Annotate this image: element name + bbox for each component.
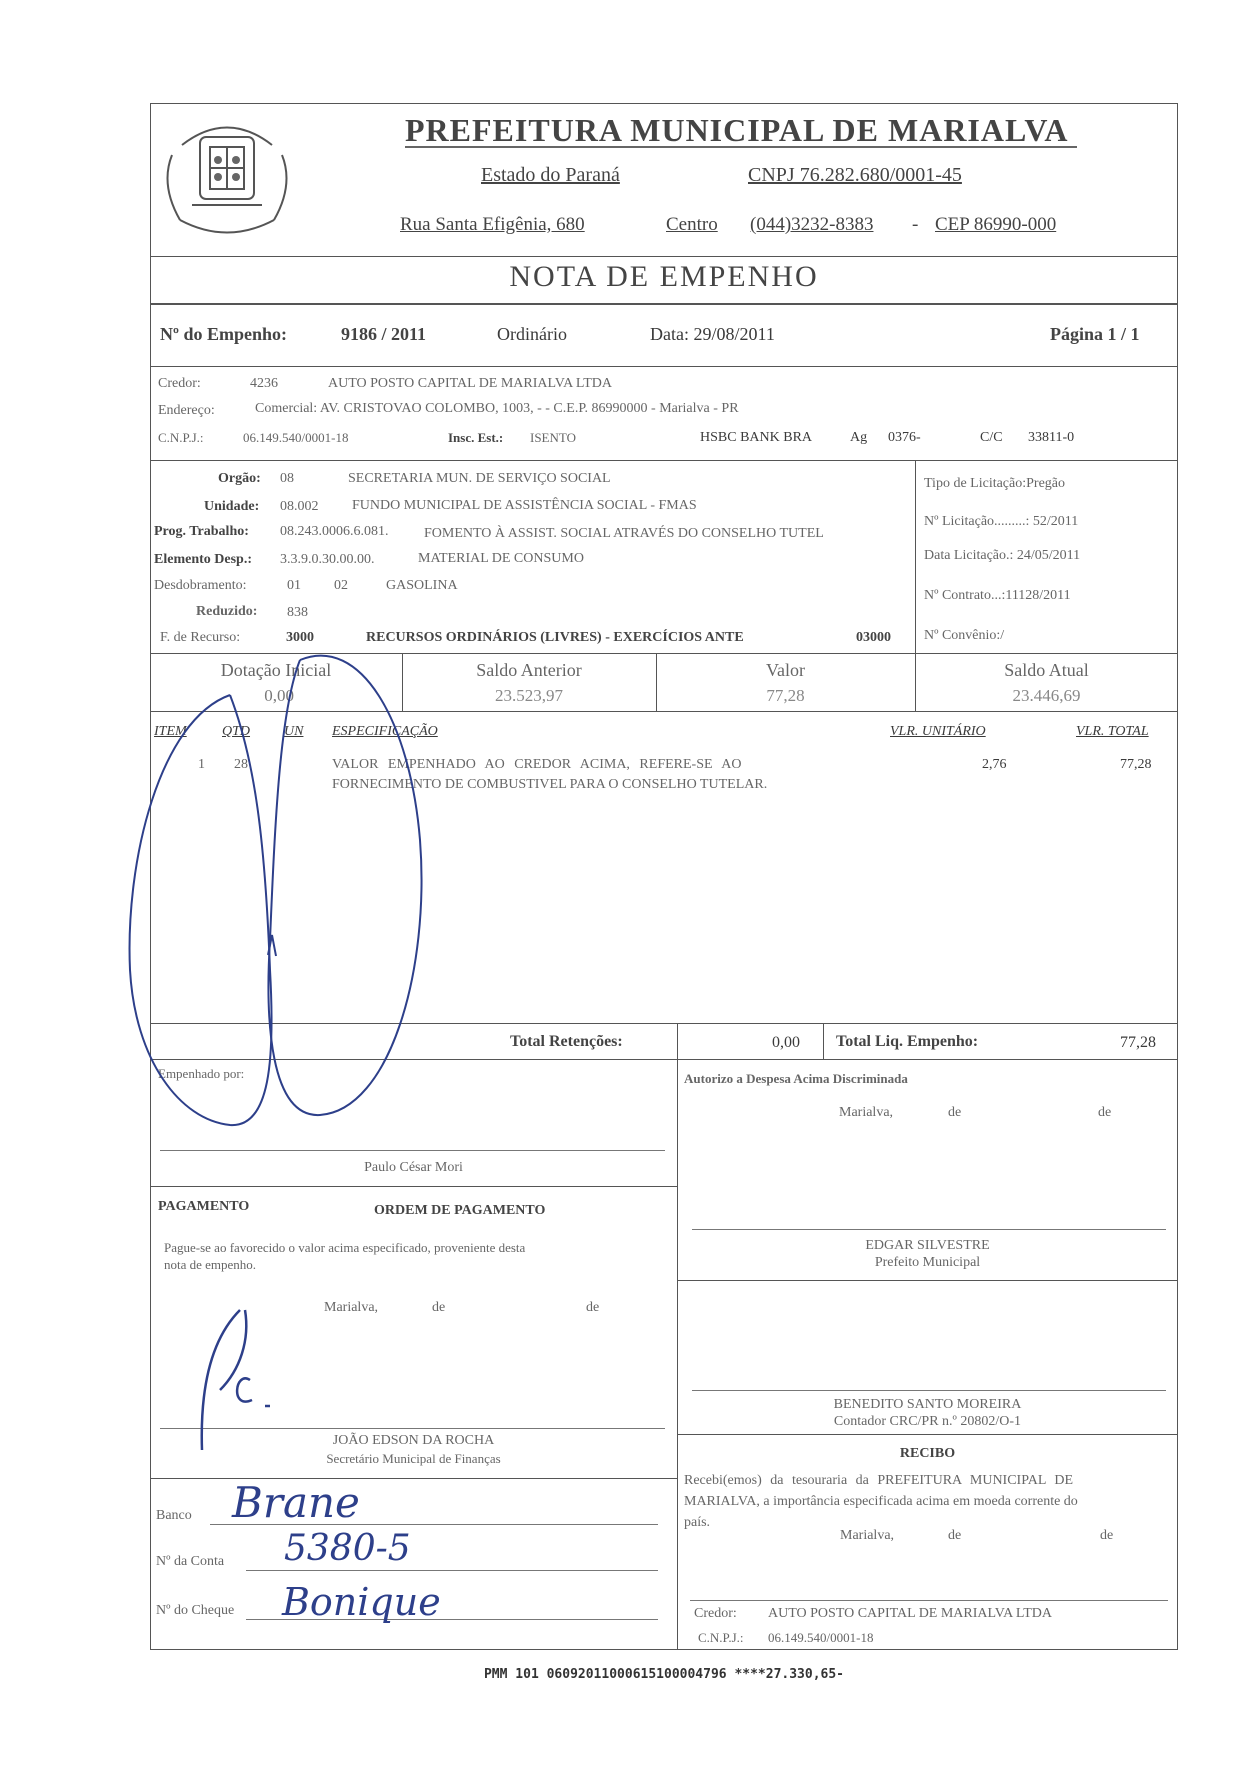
divider [690, 1600, 1168, 1601]
col-qtd-header: QTD [222, 724, 251, 739]
saldo-atual-label: Saldo Atual [1004, 660, 1089, 680]
autorizo-de2: de [1098, 1105, 1112, 1120]
district: Centro [666, 214, 718, 235]
col-item-header: ITEM [154, 724, 187, 739]
credor-cnpj: 06.149.540/0001-18 [243, 430, 349, 445]
autorizo-city: Marialva, [839, 1105, 894, 1120]
reduzido-label: Reduzido: [196, 604, 258, 619]
recurso-code: 3000 [286, 630, 314, 645]
desdobramento-a: 01 [287, 578, 301, 593]
autorizo-label: Autorizo a Despesa Acima Discriminada [684, 1071, 908, 1086]
recibo-de1: de [948, 1528, 962, 1543]
insc-value: ISENTO [530, 430, 576, 445]
retencoes-value: 0,00 [772, 1034, 800, 1051]
divider [692, 1229, 1166, 1230]
recibo-credor-label: Credor: [694, 1606, 737, 1621]
recibo-text-line3: país. [684, 1515, 711, 1530]
ordem-pagamento-label: ORDEM DE PAGAMENTO [374, 1203, 546, 1218]
agency-label: Ag [850, 430, 868, 445]
cc-label: C/C [980, 430, 1003, 445]
secretario-name: JOÃO EDSON DA ROCHA [332, 1433, 495, 1448]
mayor-title: Prefeito Municipal [874, 1255, 981, 1270]
empenho-number: 9186 / 2011 [341, 324, 427, 344]
insc-label: Insc. Est.: [448, 430, 504, 445]
contador-name: BENEDITO SANTO MOREIRA [833, 1397, 1022, 1412]
banco-label: Banco [156, 1508, 192, 1523]
empenho-label: Nº do Empenho: [160, 324, 287, 344]
pagamento-de2: de [586, 1300, 600, 1315]
municipality-title: PREFEITURA MUNICIPAL DE MARIALVA [405, 112, 1069, 148]
item-qtd: 28 [234, 757, 248, 772]
desdobramento-label: Desdobramento: [154, 578, 247, 593]
credor-code: 4236 [250, 376, 278, 391]
pagamento-de1: de [432, 1300, 446, 1315]
recurso-name: RECURSOS ORDINÁRIOS (LIVRES) - EXERCÍCIOS ANTE [366, 630, 744, 645]
dotacao-label: Dotação Inicial [220, 660, 332, 680]
signature-initials [190, 1300, 310, 1460]
item-unit-value: 2,76 [982, 757, 1007, 772]
divider [150, 1478, 677, 1479]
header-dash: - [912, 214, 919, 235]
cheque-label: Nº do Cheque [156, 1603, 235, 1618]
divider [823, 1023, 824, 1059]
dotacao-value: 0,00 [264, 686, 294, 705]
municipality-cnpj: CNPJ 76.282.680/0001-45 [748, 164, 962, 186]
address-label: Endereço: [158, 403, 215, 418]
col-un-header: UN [284, 724, 304, 739]
credor-cnpj-label: C.N.P.J.: [158, 430, 204, 445]
divider [915, 460, 916, 653]
prog-label: Prog. Trabalho: [154, 524, 249, 539]
valor-label: Valor [766, 660, 805, 680]
page-number: Página 1 / 1 [1050, 324, 1140, 344]
mayor-name: EDGAR SILVESTRE [865, 1238, 990, 1253]
credor-name: AUTO POSTO CAPITAL DE MARIALVA LTDA [328, 376, 612, 391]
recibo-cnpj-label: C.N.P.J.: [698, 1630, 744, 1645]
autorizo-de1: de [948, 1105, 962, 1120]
divider [677, 1023, 678, 1059]
prog-code: 08.243.0006.6.081. [280, 524, 389, 539]
handwritten-cheque: Bonique [282, 1580, 441, 1624]
contrato-numero: Nº Contrato...:11128/2011 [924, 588, 1071, 603]
licitacao-tipo: Tipo de Licitação:Pregão [924, 476, 1066, 491]
coat-of-arms-icon [152, 105, 302, 245]
divider [150, 366, 1178, 367]
divider [692, 1390, 1166, 1391]
pagamento-text-line1: Pague-se ao favorecido o valor acima especificado, proveniente desta [164, 1240, 526, 1255]
document-title: NOTA DE EMPENHO [509, 260, 819, 293]
convenio-numero: Nº Convênio:/ [924, 628, 1005, 643]
elemento-name: MATERIAL DE CONSUMO [418, 551, 584, 566]
unidade-name: FUNDO MUNICIPAL DE ASSISTÊNCIA SOCIAL - FMAS [352, 498, 697, 513]
contador-title: Contador CRC/PR n.º 20802/O-1 [833, 1414, 1022, 1429]
retencoes-label: Total Retenções: [510, 1033, 623, 1050]
divider [150, 1186, 677, 1187]
empenhado-name: Paulo César Mori [364, 1160, 463, 1175]
cc-number: 33811-0 [1028, 430, 1075, 445]
unidade-label: Unidade: [204, 499, 260, 514]
pagamento-label: PAGAMENTO [158, 1199, 250, 1214]
credor-label: Credor: [158, 376, 201, 391]
recibo-credor-name: AUTO POSTO CAPITAL DE MARIALVA LTDA [768, 1606, 1052, 1621]
orgao-code: 08 [280, 471, 294, 486]
conta-label: Nº da Conta [156, 1554, 225, 1569]
saldo-anterior-label: Saldo Anterior [476, 660, 582, 680]
cep: CEP 86990-000 [935, 214, 1057, 235]
divider [150, 256, 1178, 257]
recibo-label: RECIBO [899, 1446, 956, 1461]
valor-value: 77,28 [766, 686, 805, 705]
item-spec-line1: VALOR EMPENHADO AO CREDOR ACIMA, REFERE-SE AO [332, 757, 742, 772]
col-spec-header: ESPECIFICAÇÃO [332, 724, 438, 739]
col-total-header: VLR. TOTAL [1076, 724, 1149, 739]
recibo-city: Marialva, [840, 1528, 895, 1543]
orgao-label: Orgão: [218, 471, 261, 486]
recibo-de2: de [1100, 1528, 1114, 1543]
saldo-anterior-value: 23.523,97 [495, 686, 563, 705]
recibo-cnpj: 06.149.540/0001-18 [768, 1630, 874, 1645]
footer-code: PMM 101 06092011000615100004796 ****27.330,65- [483, 1667, 845, 1682]
phone: (044)3232-8383 [750, 214, 874, 235]
title-underline [405, 146, 1077, 148]
handwritten-banco: Brane [232, 1478, 360, 1527]
divider [150, 460, 1178, 461]
item-spec-line2: FORNECIMENTO DE COMBUSTIVEL PARA O CONSELHO TUTELAR. [332, 777, 768, 792]
prog-name: FOMENTO À ASSIST. SOCIAL ATRAVÉS DO CONSELHO TUTEL [424, 526, 824, 541]
agency-number: 0376- [888, 430, 921, 445]
state-name: Estado do Paraná [481, 164, 620, 186]
signature-loops [120, 640, 460, 1160]
divider [677, 1059, 678, 1650]
empenhado-label: Empenhado por: [158, 1066, 245, 1081]
recibo-text-line1: Recebi(emos) da tesouraria da PREFEITURA MUNICIPAL DE [684, 1473, 1074, 1488]
recurso-code2: 03000 [856, 630, 891, 645]
recibo-text-line2: MARIALVA, a importância especificada acima em moeda corrente do [684, 1494, 1078, 1509]
recurso-label: F. de Recurso: [160, 630, 241, 645]
desdobramento-b: 02 [334, 578, 348, 593]
item-number: 1 [198, 757, 205, 772]
col-unit-header: VLR. UNITÁRIO [890, 724, 986, 739]
saldo-atual-value: 23.446,69 [1012, 686, 1081, 705]
item-total-value: 77,28 [1120, 757, 1152, 772]
reduzido-value: 838 [287, 605, 308, 620]
secretario-title: Secretário Municipal de Finanças [326, 1451, 501, 1466]
licitacao-numero: Nº Licitação.........: 52/2011 [924, 514, 1079, 529]
divider [677, 1434, 1178, 1435]
divider [150, 303, 1178, 305]
street-address: Rua Santa Efigênia, 680 [400, 214, 585, 235]
handwritten-conta: 5380-5 [284, 1528, 411, 1569]
unidade-code: 08.002 [280, 499, 319, 514]
desdobramento-name: GASOLINA [386, 578, 458, 593]
empenho-type: Ordinário [497, 324, 567, 344]
elemento-code: 3.3.9.0.30.00.00. [280, 552, 375, 567]
licitacao-data: Data Licitação.: 24/05/2011 [924, 548, 1081, 563]
liquido-value: 77,28 [1120, 1034, 1156, 1051]
empenho-date: Data: 29/08/2011 [650, 324, 775, 344]
pagamento-text-line2: nota de empenho. [164, 1257, 257, 1272]
orgao-name: SECRETARIA MUN. DE SERVIÇO SOCIAL [348, 471, 611, 486]
divider [677, 1280, 1178, 1281]
conta-line[interactable] [246, 1570, 658, 1571]
liquido-label: Total Liq. Empenho: [836, 1033, 979, 1050]
elemento-label: Elemento Desp.: [154, 552, 252, 567]
pagamento-city: Marialva, [324, 1300, 379, 1315]
bank-name: HSBC BANK BRA [700, 430, 813, 445]
credor-address: Comercial: AV. CRISTOVAO COLOMBO, 1003, - - C.E.P. 86990000 - Marialva - PR [255, 401, 739, 416]
